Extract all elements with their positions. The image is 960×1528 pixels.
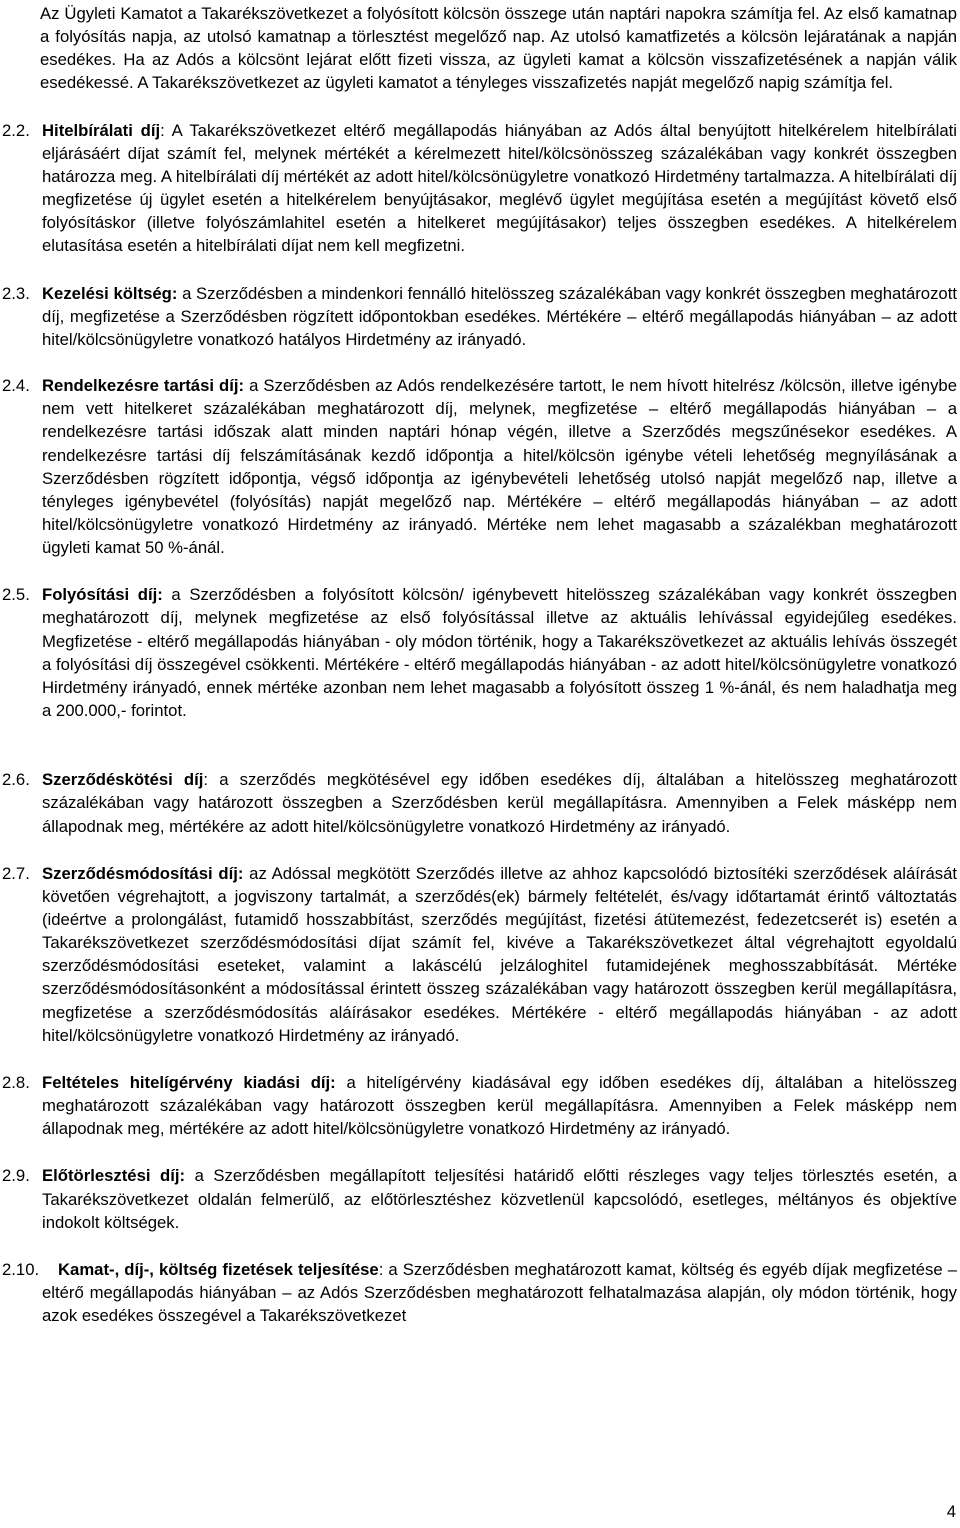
section-number: 2.3. <box>2 283 30 303</box>
section-text <box>42 119 957 258</box>
section-2-9 <box>2 1164 957 1233</box>
section-text <box>42 282 957 351</box>
section-text <box>42 862 957 1047</box>
section-body: a Szerződésben a mindenkori fennálló hitelösszeg százalékában vagy konkrét összegben meghatározott díj, megfizetése a Szerződésben rögzített időpontokban esedékes. Mértékére – eltérő megállapodás hiányában – az adott hitel/kölcsönügyletre vonatkozó hatályos Hirdetmény az irányadó. <box>42 283 957 349</box>
section-term: Feltételes hitelígérvény kiadási díj: <box>42 1072 336 1092</box>
section-term: Folyósítási díj: <box>42 585 163 605</box>
section-text <box>42 1071 957 1140</box>
section-2-3 <box>2 282 957 351</box>
section-text <box>42 1164 957 1233</box>
section-term: Hitelbírálati díj <box>42 120 161 140</box>
section-2-2 <box>2 119 957 258</box>
section-text <box>42 768 957 837</box>
section-number: 2.9. <box>2 1166 30 1186</box>
section-text <box>42 1258 957 1327</box>
section-term: Szerződésmódosítási díj: <box>42 863 244 883</box>
section-2-4 <box>2 374 957 559</box>
section-number: 2.2. <box>2 120 30 140</box>
section-number: 2.6. <box>2 770 30 790</box>
section-body: : a Szerződésben meghatározott kamat, költség és egyéb díjak megfizetése – eltérő megállapodás hiányában – az Adós Szerződésben meghatározott felhatalmazása alapján, oly módon történik, hogy azok esedékes összegével a Takarékszövetkezet <box>42 1259 957 1326</box>
section-body: az Adóssal megkötött Szerződés illetve az ahhoz kapcsolódó biztosítéki szerződések aláírását követően végrehajtott, a jogviszony tartalmát, a szerződés(ek) bármely feltételét, és/vagy időtartamát érintő változtatás (ideértve a prolongálást, futamidő hosszabbítást, szerződés megújítást, fizetési átütemezést, fedezetcserét is) esetén a Takarékszövetkezet szerződésmódosítási díjat számít fel, kivéve a Takarékszövetkezet által végrehajtott egyoldalú szerződésmódosítási eseteket, valamint a lakáscélú jelzáloghitel futamidejének meghosszabbítását. Mértéke szerződésmódosításonként a módosítással érintett összeg százalékában vagy határozott összegben kerül megállapításra, megfizetése a szerződésmódosítás aláírásakor esedékes. Mértékére - eltérő megállapodás hiányában - az adott hitel/kölcsönügyletre vonatkozó Hirdetmény az irányadó. <box>42 863 958 1045</box>
section-term: Előtörlesztési díj: <box>42 1166 186 1186</box>
section-text <box>42 583 957 722</box>
section-number: 2.4. <box>2 376 30 396</box>
section-2-5 <box>2 583 957 722</box>
section-number: 2.5. <box>2 585 30 605</box>
section-term: Kamat-, díj-, költség fizetések teljesítése <box>58 1259 379 1279</box>
section-body: a hitelígérvény kiadásával egy időben esedékes díj, általában a hitelösszeg meghatározott százalékában vagy határozott összegben kerül megállapításra. Amennyiben a Felek másképp nem állapodnak meg, mértékére az adott hitel/kölcsönügyletre vonatkozó Hirdetmény az irányadó. <box>42 1072 957 1139</box>
section-number: 2.10. <box>2 1259 40 1279</box>
section-2-8 <box>2 1071 957 1140</box>
section-2-7 <box>2 862 958 1047</box>
section-2-6 <box>2 768 958 837</box>
section-number: 2.7. <box>2 863 30 883</box>
section-body: : A Takarékszövetkezet eltérő megállapodás hiányában az Adós által benyújtott hitelkérelem hitelbírálati eljárásáért díjat számít fel, melynek mértékét a kérelmezett hitel/kölcsönösszeg százalékában vagy konkrét összegben határozza meg. A hitelbírálati díj mértékét az adott hitel/kölcsönügyletre vonatkozó Hirdetmény tartalmazza. A hitelbírálati díj megfizetése új ügylet esetén a hitelkérelem benyújtásakor, meglévő ügylet megújítása esetén a megújítást követő első folyósításkor (illetve folyószámlahitel esetén a hitelkeret megújításakor) teljes összegben esedékes. A hitelkérelem elutasítása esetén a hitelbírálati díjat nem kell megfizetni. <box>42 120 957 256</box>
section-2-10 <box>2 1258 957 1327</box>
section-number: 2.8. <box>2 1072 30 1092</box>
section-body: : a szerződés megkötésével egy időben esedékes díj, általában a hitelösszeg meghatározott százalékában vagy határozott összegben a Szerződésben kerül megállapításra. Amennyiben a Felek másképp nem állapodnak meg, mértékére az adott hitel/kölcsönügyletre vonatkozó Hirdetmény az irányadó. <box>42 770 958 836</box>
section-text <box>42 374 957 559</box>
section-body: a Szerződésben a folyósított kölcsön/ igénybevett hitelösszeg százalékában vagy konkrét összegben meghatározott díj, melynek megfizetése az első folyósítással illetve az aktuális lehívással egyidejűleg esedékes. Megfizetése - eltérő megállapodás hiányában - oly módon történik, hogy a Takarékszövetkezet az aktuális lehívás összegét a folyósítási díj összegével csökkenti. Mértékére - eltérő megállapodás hiányában - az adott hitel/kölcsönügyletre vonatkozó Hirdetmény irányadó, ennek mértéke azonban nem lehet magasabb a folyósított összeg 1 %-ánál, és nem haladhatja meg a 200.000,- forintot. <box>42 585 957 721</box>
section-body: a Szerződésben az Adós rendelkezésére tartott, le nem hívott hitelrész /kölcsön, illetve igénybe nem vett hitelkeret százalékában meghatározott díj, melynek, megfizetése – eltérő megállapodás hiányában – a rendelkezésre tartási időszak alatt minden naptári hónap végén, illetve a Szerződés megszűnésekor esedékes. A rendelkezésre tartási díj felszámításának kezdő időpontja a hitel/kölcsön igénybe vételi lehetőség megnyílásának a Szerződésben rögzített időpontja, végső időpontja az igénybevételi lehetőség utolsó napját megelőző nap, illetve a tényleges igénybevétel (folyósítás) napját megelőző nap. Mértékére – eltérő megállapodás hiányában – az adott hitel/kölcsönügyletre vonatkozó Hirdetmény az irányadó. Mértéke nem lehet magasabb a százalékban meghatározott ügyleti kamat 50 %-ánál. <box>42 376 957 558</box>
intro-paragraph: Az Ügyleti Kamatot a Takarékszövetkezet a folyósított kölcsön összege után naptári napokra számítja fel. Az első kamatnap a folyósítás napja, az utolsó kamatnap a törlesztést megelőző nap. Az utolsó kamatfizetés a kölcsön lejáratának a napján esedékes. Ha az Adós a kölcsönt lejárat előtt fizeti vissza, az ügyleti kamat a kölcsön visszafizetésének a napján válik esedékessé. A Takarékszövetkezet az ügyleti kamatot a tényleges visszafizetés napját megelőző napig számítja fel. <box>40 4 957 93</box>
page-number: 4 <box>946 1502 956 1521</box>
section-body: a Szerződésben megállapított teljesítési határidő előtti részleges vagy teljes törlesztés esetén, a Takarékszövetkezet oldalán felmerülő, az előtörlesztéshez közvetlenül kapcsolódó, esetleges, méltányos és objektíve indokolt költségek. <box>42 1166 957 1232</box>
section-term: Szerződéskötési díj <box>42 770 204 790</box>
section-term: Rendelkezésre tartási díj: <box>42 376 245 396</box>
section-term: Kezelési költség: <box>42 283 178 303</box>
